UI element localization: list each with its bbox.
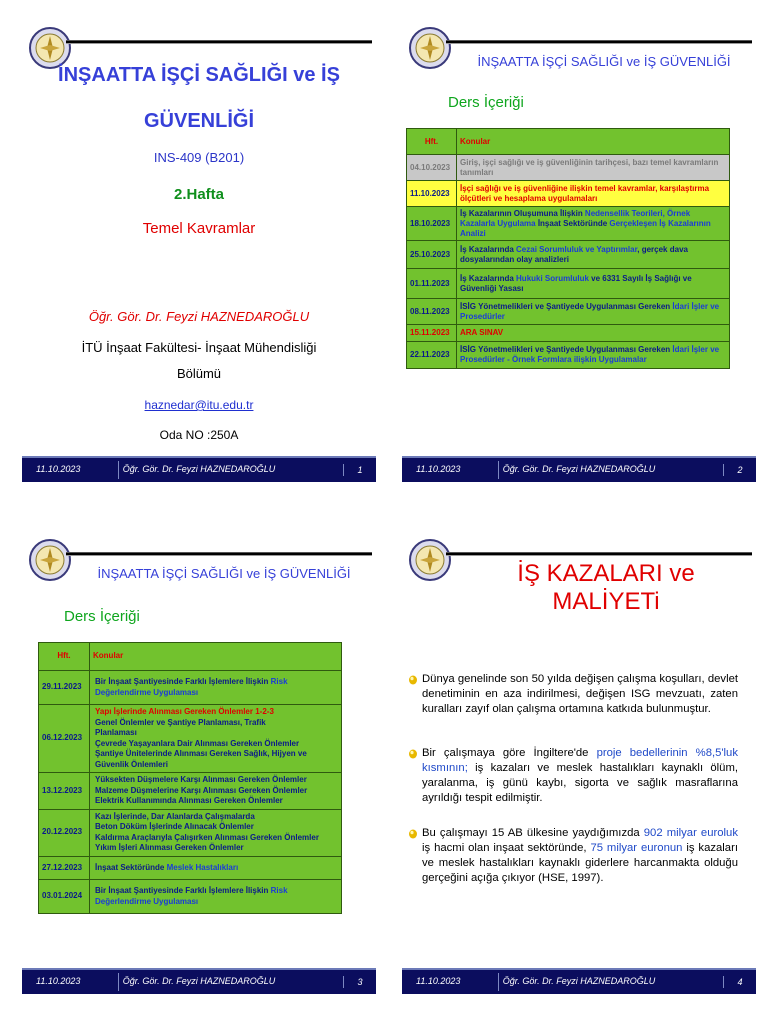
week-date: 22.11.2023 (407, 342, 457, 369)
topic-label: Temel Kavramlar (142, 220, 256, 237)
week-date: 06.12.2023 (39, 705, 90, 773)
schedule-table (406, 128, 730, 369)
text-run: 75 milyar euronun (590, 842, 683, 854)
week-topic (90, 809, 342, 856)
topic-line (95, 786, 336, 797)
col-week-header: Hft. (407, 129, 457, 155)
table-row (407, 155, 730, 181)
page-number: 4 (723, 976, 756, 988)
footer-author: Öğr. Gör. Dr. Feyzi HAZNEDAROĞLU (502, 976, 656, 986)
text-run: Bir İnşaat Şantiyesinde Farklı İşlemlere İlişkin (95, 677, 271, 686)
title-line-2: GÜVENLİĞİ (143, 110, 254, 132)
topic-line (95, 728, 336, 739)
text-run: Bir İnşaat Şantiyesinde Farklı İşlemlere İlişkin (95, 886, 271, 895)
bullet-icon (408, 828, 418, 839)
text-run: Meslek Hastalıkları (166, 862, 239, 872)
week-topic (457, 241, 730, 269)
text-run: Genel Önlemler ve Şantiye Planlaması, Trafik (95, 717, 266, 727)
page-number: 1 (343, 464, 376, 476)
footer-date: 11.10.2023 (416, 464, 461, 474)
header-rule (446, 40, 752, 44)
footer-author: Öğr. Gör. Dr. Feyzi HAZNEDAROĞLU (122, 464, 276, 474)
week-date: 15.11.2023 (407, 325, 457, 342)
bullet-paragraph (422, 672, 738, 717)
table-row (407, 269, 730, 299)
footer-author: Öğr. Gör. Dr. Feyzi HAZNEDAROĞLU (502, 464, 656, 474)
text-run: proje bedellerinin %8,5'luk kısmının; (422, 747, 738, 774)
text-run: Yüksekten Düşmelere Karşı Alınması Gereken Önlemler (95, 775, 307, 784)
table-row (407, 207, 730, 241)
text-run: Giriş, işçi sağlığı ve iş güvenliğinin tarihçesi, bazı temel kavramların tanımları (460, 157, 719, 177)
slide-footer (402, 968, 756, 994)
table-row (407, 342, 730, 369)
table-row (39, 671, 342, 705)
col-topic-header: Konular (457, 129, 730, 155)
slide-footer (22, 968, 376, 994)
text-run: İdari İşler ve Prosedürler - Örnek Formlara ilişkin Uygulamalar (460, 345, 720, 364)
table-row (39, 856, 342, 880)
text-run: Risk Değerlendirme Uygulaması (95, 677, 288, 697)
text-run: İş Kazalarında (460, 244, 517, 254)
text-run: İnşaat Sektöründe (95, 862, 167, 872)
course-code: INS-409 (B201) (153, 150, 245, 165)
course-header: İNŞAATTA İŞÇİ SAĞLIĞI ve İŞ GÜVENLİĞİ (477, 54, 731, 69)
topic-line (95, 886, 336, 907)
table-row (407, 299, 730, 325)
footer-author: Öğr. Gör. Dr. Feyzi HAZNEDAROĞLU (122, 976, 276, 986)
week-date: 03.01.2024 (39, 880, 90, 914)
header-rule (446, 552, 752, 556)
text-run: Hukuki Sorumluluk (516, 273, 589, 283)
topic-line (95, 812, 336, 823)
text-run: Nedensellik Teorileri, Örnek Kazalarla Uygulama (460, 208, 691, 228)
text-run: İş Kazalarının Oluşumuna İlişkin (460, 208, 585, 218)
email-link[interactable]: haznedar@itu.edu.tr (144, 398, 254, 412)
week-topic (90, 880, 342, 914)
slide-3 (22, 532, 376, 994)
text-run: Elektrik Kullanımında Alınması Gereken Önlemler (95, 796, 283, 805)
page-number: 2 (723, 464, 756, 476)
week-date: 18.10.2023 (407, 207, 457, 241)
section-title: Ders İçeriği (448, 94, 524, 111)
footer-date: 11.10.2023 (36, 976, 81, 986)
section-title: Ders İçeriği (64, 608, 140, 625)
text-run: Yıkım İşleri Alınması Gereken Önlemler (95, 843, 244, 852)
slide-1 (22, 20, 376, 482)
week-date: 13.12.2023 (39, 773, 90, 810)
bullet-icon (408, 748, 418, 759)
week-topic (90, 705, 342, 773)
text-run: Çevrede Yaşayanlara Dair Alınması Gereken Önlemler (95, 738, 300, 748)
table-row (39, 705, 342, 773)
topic-line (95, 822, 336, 833)
topic-line (95, 843, 336, 854)
text-run: İş Kazalarında (460, 273, 517, 283)
text-run: Planlaması (95, 728, 137, 737)
week-topic (90, 773, 342, 810)
topic-line (95, 718, 336, 729)
week-date: 20.12.2023 (39, 809, 90, 856)
slide-4 (402, 532, 756, 994)
text-run: iş kazaları ve meslek hastalıkları kaynaklı giderlere harcanmakta olduğu gerçeğini açığa çıkıyor (HSE, 1997). (422, 842, 738, 884)
text-run: İSİG Yönetmelikleri ve Şantiyede Uygulanması Gereken (460, 301, 673, 311)
table-row (407, 241, 730, 269)
text-run: iş hacmi olan inşaat sektöründe, (422, 842, 591, 854)
table-row (39, 773, 342, 810)
slide-footer (22, 456, 376, 482)
text-run: Malzeme Düşmelerine Karşı Alınması Gereken Önlemler (95, 785, 308, 795)
week-topic (457, 155, 730, 181)
text-run: Beton Döküm İşlerinde Alınacak Önlemler (95, 822, 254, 831)
week-topic (457, 342, 730, 369)
col-topic-header: Konular (90, 643, 342, 671)
week-topic (457, 181, 730, 207)
text-run: Şantiye Ünitelerinde Alınması Gereken Sağlık, Hijyen ve Güvenlik Önlemleri (95, 749, 307, 769)
text-run: İSİG Yönetmelikleri ve Şantiyede Uygulanması Gereken (460, 345, 673, 354)
slide-title: İŞ KAZALARI ve MALİYETi (517, 560, 695, 615)
text-run: iş kazaları ve meslek hastalıkları kaynaklı ölüm, yaralanma, iş günü kaybı, sigorta ve sağlık masraflarına ayrıldığı tespit edilmiştir. (422, 762, 738, 804)
text-run: Cezai Sorumluluk ve Yaptırımlar (516, 244, 638, 254)
faculty-line-2: Bölümü (176, 366, 222, 381)
slide-footer (402, 456, 756, 482)
week-date: 27.12.2023 (39, 856, 90, 880)
week-date: 29.11.2023 (39, 671, 90, 705)
table-row (39, 809, 342, 856)
topic-line (95, 863, 336, 874)
topic-line (95, 739, 336, 750)
text-run: Risk Değerlendirme Uygulaması (95, 886, 288, 906)
text-run: 902 milyar euroluk (643, 827, 738, 839)
text-run: Bir çalışmaya göre İngiltere'de (422, 747, 597, 759)
week-topic (90, 671, 342, 705)
topic-line (95, 833, 336, 844)
topic-line (95, 677, 336, 698)
text-run: Dünya genelinde son 50 yılda değişen çalışma koşulları, devlet denetiminin en aza indirilmesi, değişen ISG mevzuatı, zaten kuralları zayıf olan çalışma ortamına katkıda bulunmuştur. (422, 673, 738, 715)
week-date: 08.11.2023 (407, 299, 457, 325)
topic-line (95, 707, 336, 718)
week-topic (90, 856, 342, 880)
text-run: Gerçekleşen İş Kazalarının Analizi (460, 218, 711, 238)
text-run: Kaldırma Araçlarıyla Çalışırken Alınması Gereken Önlemler (95, 832, 319, 842)
text-run: İşçi sağlığı ve iş güvenliğine ilişkin temel kavramlar, karşılaştırma ölçütleri ve hesaplama uygulamaları (460, 183, 710, 203)
topic-line (95, 796, 336, 807)
week-label: 2.Hafta (173, 186, 225, 203)
week-topic (457, 299, 730, 325)
text-run: İnşaat Sektöründe (535, 218, 610, 228)
table-row (39, 880, 342, 914)
university-emblem-icon (408, 26, 452, 70)
bullet-icon (408, 674, 418, 685)
header-rule (66, 40, 372, 44)
topic-line (95, 775, 336, 786)
faculty-line-1: İTÜ İnşaat Fakültesi- İnşaat Mühendisliği (81, 340, 317, 355)
text-run: ve 6331 Sayılı İş Sağlığı ve Güvenliği Yasası (460, 273, 692, 293)
week-date: 11.10.2023 (407, 181, 457, 207)
room-number: Oda NO :250A (159, 428, 239, 442)
text-run: Kazı İşlerinde, Dar Alanlarda Çalışmalarda (95, 811, 255, 821)
text-run: ARA SINAV (460, 328, 504, 337)
table-row (407, 181, 730, 207)
footer-date: 11.10.2023 (416, 976, 461, 986)
instructor-name: Öğr. Gör. Dr. Feyzi HAZNEDAROĞLU (88, 309, 310, 324)
bullet-paragraph (422, 746, 738, 806)
header-rule (66, 552, 372, 556)
table-row (407, 325, 730, 342)
university-emblem-icon (28, 538, 72, 582)
col-week-header: Hft. (39, 643, 90, 671)
title-line-1: İNŞAATTA İŞÇİ SAĞLIĞI ve İŞ (58, 64, 340, 86)
university-emblem-icon (408, 538, 452, 582)
topic-line (95, 749, 336, 770)
week-date: 04.10.2023 (407, 155, 457, 181)
text-run: , gerçek dava dosyalarından olay analizleri (460, 244, 688, 264)
week-date: 01.11.2023 (407, 269, 457, 299)
text-run: Bu çalışmayı 15 AB ülkesine yaydığımızda (422, 827, 644, 839)
week-topic (457, 269, 730, 299)
slide-2 (402, 20, 756, 482)
text-run: Yapı İşlerinde Alınması Gereken Önlemler 1-2-3 (95, 707, 274, 716)
text-run: İdari İşler ve Prosedürler (460, 301, 720, 321)
week-topic (457, 325, 730, 342)
course-header: İNŞAATTA İŞÇİ SAĞLIĞI ve İŞ GÜVENLİĞİ (97, 566, 351, 581)
bullet-paragraph (422, 826, 738, 886)
schedule-table (38, 642, 342, 914)
footer-date: 11.10.2023 (36, 464, 81, 474)
week-topic (457, 207, 730, 241)
week-date: 25.10.2023 (407, 241, 457, 269)
page-number: 3 (343, 976, 376, 988)
